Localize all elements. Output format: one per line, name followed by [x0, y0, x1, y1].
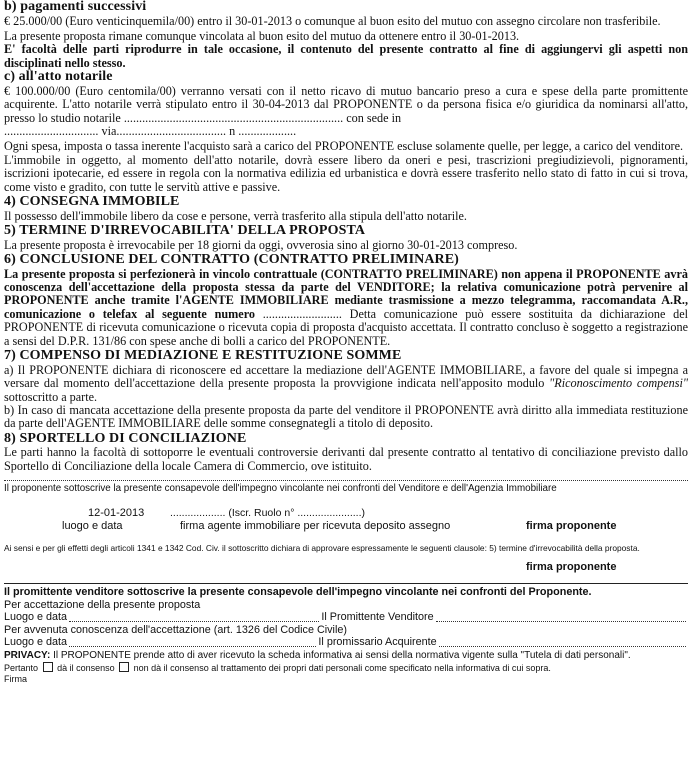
- proponente-date-value: 12-01-2013: [88, 507, 145, 520]
- proponente-iscr-ruolo: ................... (Iscr. Ruolo n° ......................): [170, 507, 365, 520]
- label-luogo-data: luogo e data: [62, 520, 123, 533]
- label-promittente-venditore: Il Promittente Venditore: [321, 610, 434, 623]
- label-luogo-data-2: Luogo e data: [4, 635, 68, 648]
- proponente-second-signature: [4, 557, 688, 579]
- section-4-heading: 4) CONSEGNA IMMOBILE: [4, 194, 180, 210]
- section-5-p1: La presente proposta è irrevocabile per 18 giorni da oggi, ovverosia sino al giorno 30-01-2013 compreso.: [4, 237, 518, 252]
- privacy-text: Il PROPONENTE prende atto di aver ricevuto la scheda informativa ai sensi della normativa vigente sulla "Tutela di dati personali".: [50, 649, 631, 661]
- field-luogo-data-2[interactable]: [69, 646, 316, 647]
- section-7-pa-text: a) Il PROPONENTE dichiara di riconoscere ed accettare la mediazione dell'AGENTE IMMOBILIARE, a favore del quale si impegna a versare dal momento dell'accettazione della presente proposta la provvigione indicata nell'apposito modulo: [4, 362, 688, 391]
- label-firma-agente: firma agente immobiliare per ricevuta deposito assegno: [180, 520, 451, 533]
- section-6-p1: [4, 268, 688, 348]
- section-8-p1: Le parti hanno la facoltà di sottoporre le eventuali controversie derivanti dal presente contratto al tentativo di conciliazione previsto dallo Sportello di Conciliazione della locale Camera di Commercio, ove istituito.: [4, 445, 688, 473]
- section-c-p2: Ogni spesa, imposta o tassa inerente l'acquisto sarà a carico del PROPONENTE escluse solamente quelle, per legge, a carico del venditore.: [4, 139, 684, 154]
- field-promittente-venditore[interactable]: [436, 621, 686, 622]
- section-8-heading: 8) SPORTELLO DI CONCILIAZIONE: [4, 430, 247, 446]
- section-c-p1b: ............................... via.................................... n ...................: [4, 124, 297, 139]
- label-luogo-data-1: Luogo e data: [4, 610, 68, 623]
- section-c-p3: L'immobile in oggetto, al momento dell'atto notarile, dovrà essere libero da oneri e pesi, trascrizioni pregiudizievoli, pignoramenti, iscrizioni ipotecarie, ed essere in regola con la normativa edilizia ed urbanistica e dovrà essere trasferito nello stato di fatto in cui si trova, come visto e gradito, con tutte le servitù attive e passive.: [4, 152, 688, 194]
- promittente-avvenuta: Per avvenuta conoscenza dell'accettazione (art. 1326 del Codice Civile): [4, 623, 347, 636]
- promittente-row-2: [4, 636, 688, 649]
- section-b-p3: E' facoltà delle parti riprodurre in tale occasione, il contenuto del presente contratto al fine di aggiungervi gli aspetti non disciplinati nello stesso.: [4, 42, 688, 70]
- promittente-accettazione: Per accettazione della presente proposta: [4, 598, 201, 611]
- section-b-heading: b) pagamenti successivi: [4, 0, 147, 14]
- section-b-p2: La presente proposta rimane comunque vincolata al buon esito del mutuo da ottenere entro il 30-01-2013.: [4, 29, 520, 43]
- privacy-firma: Firma: [4, 673, 27, 684]
- section-4-p1: Il possesso dell'immobile libero da cose e persone, verrà trasferito alla stipula dell'atto notarile.: [4, 208, 467, 223]
- promittente-row-1: [4, 611, 688, 624]
- section-6-bold-text: La presente proposta si perfezionerà in vincolo contrattuale (CONTRATTO PRELIMINARE) non appena il PROPONENTE avrà conoscenza dell'accettazione della proposta stessa da parte del VENDITORE; la relativa comunicazione potrà pervenire al PROPONENTE anche tramite l'AGENTE IMMOBILIARE mediante trasmissione a mezzo telegramma, raccomandata A.R., comunicazione o telefax al seguente numero: [4, 266, 688, 321]
- label-firma-proponente-2: firma proponente: [526, 561, 617, 574]
- section-b-p1: € 25.000/00 (Euro venticinquemila/00) entro il 30-01-2013 o comunque al buon esito del mutuo con assegno circolare non trasferibile.: [4, 13, 661, 28]
- field-luogo-data-1[interactable]: [69, 621, 319, 622]
- section-7-pa-end: sottoscritto a parte.: [4, 389, 98, 404]
- proponente-signature-block: [4, 507, 688, 557]
- clausole-approval: Ai sensi e per gli effetti degli articoli 1341 e 1342 Cod. Civ. il sottoscritto dichiara di approvare espressamente le seguenti clausole: 5) termine d'irrevocabilità della proposta.: [4, 543, 640, 554]
- section-5-heading: 5) TERMINE D'IRREVOCABILITA' DELLA PROPOSTA: [4, 223, 366, 239]
- promittente-statement: Il promittente venditore sottoscrive la presente consapevole dell'impegno vincolante nei confronti del Proponente.: [4, 586, 592, 599]
- privacy-non-da: non dà il consenso al trattamento dei propri dati personali come specificato nella informativa di cui sopra.: [133, 662, 551, 673]
- section-c-p1: € 100.000/00 (Euro centomila/00) verranno versati con il netto ricavo di mutuo bancario preso a cura e spese della parte promittente acquirente. L'atto notarile verrà stipulato entro il 30-04-2013 dal PROPONENTE o da persona fisica e/o giuridica da nominarsi all'atto, presso lo studio notarile ........................................................................ con sede in: [4, 83, 688, 125]
- section-6-rest-text: .......................... Detta comunicazione può essere sostituita da dichiarazione del PROPONENTE di ricevuta comunicazione o ricevuta copia di proposta d'acquisto accettata. Il contratto concluso è soggetto a registrazione a sensi del D.P.R. 131/86 con spese anche di bolli a carico del PROPONENTE.: [4, 306, 689, 348]
- label-promissario-acquirente: Il promissario Acquirente: [318, 635, 437, 648]
- privacy-statement: [4, 650, 688, 662]
- proponente-statement: Il proponente sottoscrive la presente consapevole dell'impegno vincolante nei confronti del Venditore e dell'Agenzia Immobiliare: [4, 483, 557, 495]
- section-c-heading: c) all'atto notarile: [4, 69, 113, 85]
- consent-yes-checkbox[interactable]: [43, 662, 53, 672]
- section-7-pb: b) In caso di mancata accettazione della presente proposta da parte del venditore il PROPONENTE avrà diritto alla immediata restituzione da parte dell'AGENTE IMMOBILIARE delle somme consegnategli a titolo di deposito.: [4, 402, 688, 431]
- privacy-pertanto: Pertanto: [4, 662, 39, 673]
- section-7-pa: [4, 364, 688, 404]
- section-7-heading: 7) COMPENSO DI MEDIAZIONE E RESTITUZIONE SOMME: [4, 348, 402, 364]
- section-6-heading: 6) CONCLUSIONE DEL CONTRATTO (CONTRATTO PRELIMINARE): [4, 252, 459, 268]
- field-promissario-acquirente[interactable]: [439, 646, 686, 647]
- section-7-pa-italic: "Riconoscimento compensi": [549, 376, 688, 391]
- privacy-consent-row: [4, 662, 688, 674]
- divider-solid: [4, 583, 688, 584]
- label-firma-proponente: firma proponente: [526, 520, 617, 533]
- consent-no-checkbox[interactable]: [119, 662, 129, 672]
- privacy-da-il: dà il consenso: [57, 662, 115, 673]
- privacy-label: PRIVACY:: [4, 649, 51, 661]
- divider-dotted: [4, 479, 688, 481]
- contract-page: [4, 0, 688, 684]
